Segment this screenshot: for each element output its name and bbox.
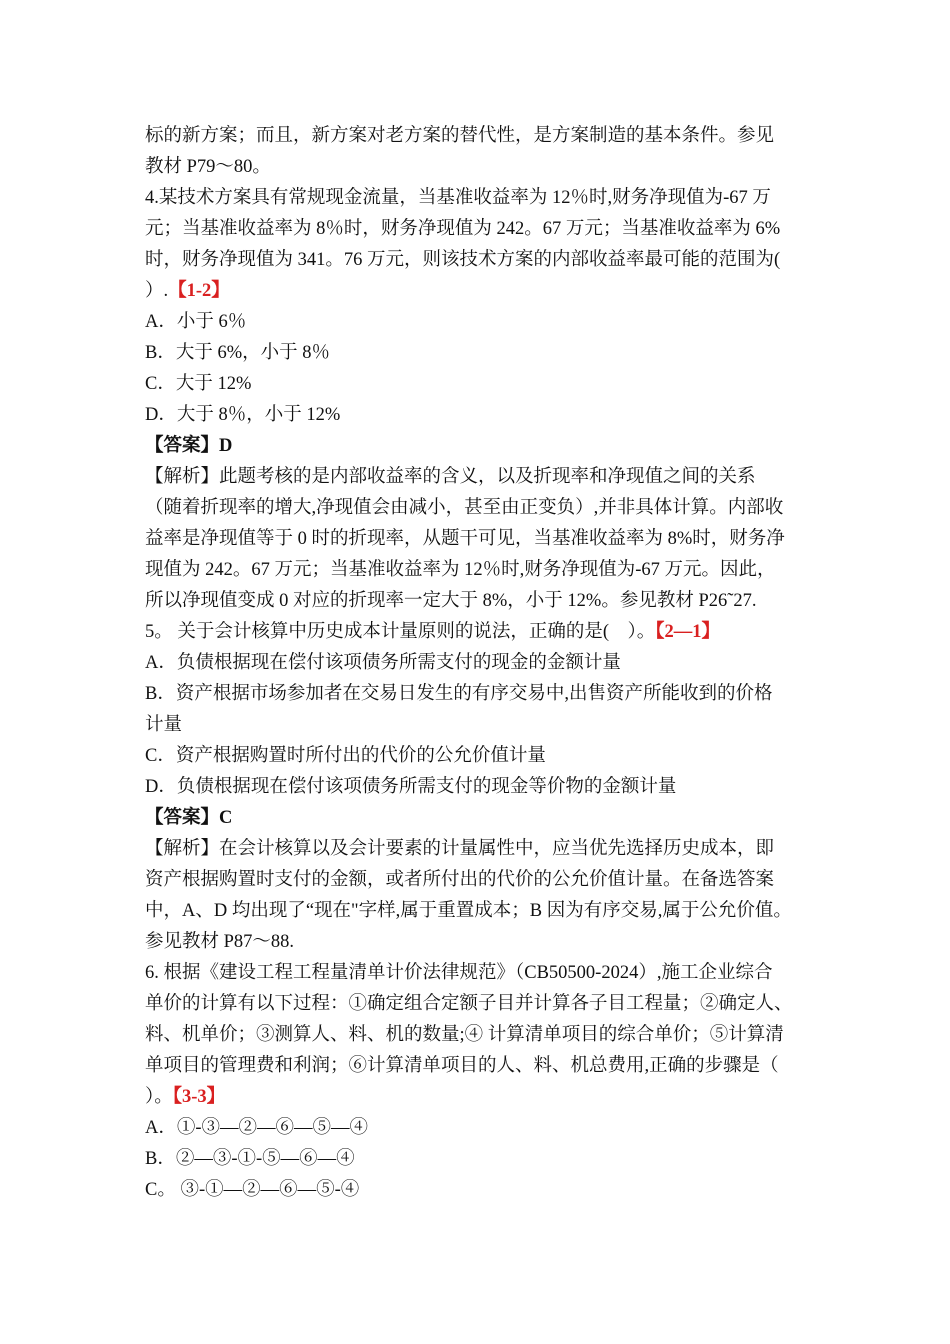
text-line — [145, 989, 825, 1020]
text-segment: A．小于 6％ — [145, 312, 247, 332]
text-line — [145, 710, 825, 741]
text-line — [145, 369, 825, 400]
chapter-tag: 【2—1】 — [655, 622, 721, 642]
text-segment: C．大于 12% — [145, 374, 252, 394]
text-line — [145, 493, 825, 524]
text-line — [145, 1082, 825, 1113]
text-segment: 单价的计算有以下过程：①确定组合定额子目并计算各子目工程量；②确定人、 — [145, 994, 793, 1014]
text-segment: 4.某技术方案具有常规现金流量，当基准收益率为 12％时,财务净现值为-67 万 — [145, 188, 771, 208]
text-line — [145, 927, 825, 958]
text-segment: ）. — [145, 281, 169, 301]
text-segment: 资产根据购置时支付的金额，或者所付出的代价的公允价值计量。在备选答案 — [145, 870, 775, 890]
text-segment: B．②—③-①-⑤—⑥—④ — [145, 1149, 355, 1169]
text-line — [145, 834, 825, 865]
text-line — [145, 400, 825, 431]
text-segment: 所以净现值变成 0 对应的折现率一定大于 8%，小于 12%。参见教材 P26˜27. — [145, 591, 757, 611]
text-line — [145, 896, 825, 927]
text-segment: 【解析】此题考核的是内部收益率的含义，以及折现率和净现值之间的关系 — [145, 467, 756, 487]
text-line — [145, 338, 825, 369]
text-line — [145, 958, 825, 989]
text-segment: B．资产根据市场参加者在交易日发生的有序交易中,出售资产所能收到的价格 — [145, 684, 773, 704]
text-line — [145, 648, 825, 679]
text-segment: D．负债根据现在偿付该项债务所需支付的现金等价物的金额计量 — [145, 777, 677, 797]
text-line — [145, 121, 825, 152]
text-line — [145, 1175, 825, 1206]
text-segment: 5。 关于会计核算中历史成本计量原则的说法，正确的是( ）。 — [145, 622, 656, 642]
text-line — [145, 803, 825, 834]
text-segment: 中，A、D 均出现了“现在"字样,属于重置成本；B 因为有序交易,属于公允价值。 — [145, 901, 792, 921]
text-line — [145, 307, 825, 338]
text-line — [145, 214, 825, 245]
text-line — [145, 1144, 825, 1175]
text-segment: 料、机单价；③测算人、料、机的数量;④ 计算清单项目的综合单价；⑤计算清 — [145, 1025, 784, 1045]
text-line — [145, 462, 825, 493]
text-segment: 单项目的管理费和利润；⑥计算清单项目的人、料、机总费用,正确的步骤是（ — [145, 1056, 779, 1076]
text-line — [145, 276, 825, 307]
text-line — [145, 245, 825, 276]
text-segment: C．资产根据购置时所付出的代价的公允价值计量 — [145, 746, 546, 766]
text-segment: 元；当基准收益率为 8％时，财务净现值为 242。67 万元；当基准收益率为 6% — [145, 219, 781, 239]
text-line — [145, 741, 825, 772]
text-segment: A．负债根据现在偿付该项债务所需支付的现金的金额计量 — [145, 653, 621, 673]
text-line — [145, 555, 825, 586]
text-segment: 【解析】在会计核算以及会计要素的计量属性中，应当优先选择历史成本，即 — [145, 839, 775, 859]
chapter-tag: 【3-3】 — [172, 1087, 226, 1107]
text-line — [145, 679, 825, 710]
text-line — [145, 586, 825, 617]
text-segment: C。 ③-①—②—⑥—⑤-④ — [145, 1180, 360, 1200]
text-line — [145, 152, 825, 183]
text-segment: ）。 — [145, 1087, 173, 1107]
text-line — [145, 183, 825, 214]
text-line — [145, 617, 825, 648]
text-line — [145, 524, 825, 555]
text-segment: 现值为 242。67 万元；当基准收益率为 12％时,财务净现值为-67 万元。因此， — [145, 560, 776, 580]
text-segment: （随着折现率的增大,净现值会由减小，甚至由正变负）,并非具体计算。内部收 — [145, 498, 784, 518]
text-segment: 时，财务净现值为 341。76 万元，则该技术方案的内部收益率最可能的范围为( — [145, 250, 781, 270]
text-segment: B．大于 6%，小于 8％ — [145, 343, 331, 363]
text-line — [145, 1051, 825, 1082]
text-line — [145, 772, 825, 803]
text-line — [145, 865, 825, 896]
document-body — [145, 121, 825, 1206]
text-segment: 标的新方案；而且，新方案对老方案的替代性，是方案制造的基本条件。参见 — [145, 126, 775, 146]
text-line — [145, 431, 825, 462]
text-segment: A．①-③—②—⑥—⑤—④ — [145, 1118, 369, 1138]
text-segment: D．大于 8％，小于 12% — [145, 405, 341, 425]
answer-label: 【答案】C — [145, 808, 233, 828]
text-line — [145, 1113, 825, 1144]
answer-label: 【答案】D — [145, 436, 233, 456]
text-segment: 益率是净现值等于 0 时的折现率，从题干可见，当基准收益率为 8%时，财务净 — [145, 529, 785, 549]
text-segment: 教材 P79～80。 — [145, 157, 271, 177]
text-segment: 计量 — [145, 715, 183, 735]
text-segment: 6. 根据《建设工程工程量清单计价法律规范》（CB50500-2024）,施工企业综合 — [145, 963, 773, 983]
text-segment: 参见教材 P87～88. — [145, 932, 295, 952]
text-line — [145, 1020, 825, 1051]
chapter-tag: 【1-2】 — [168, 281, 230, 301]
